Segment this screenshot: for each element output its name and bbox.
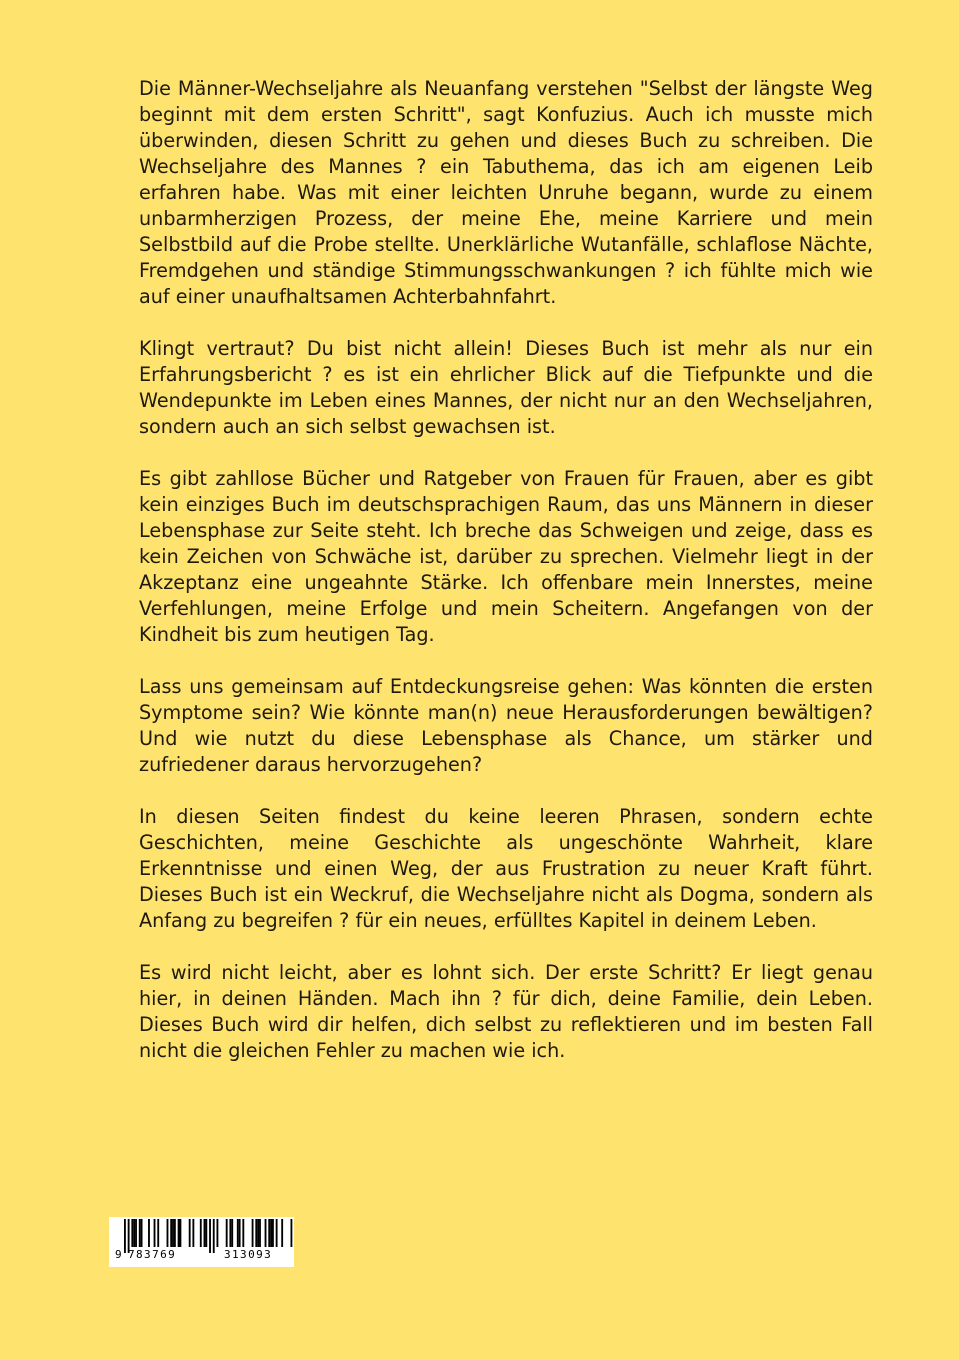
barcode-bar [172,1219,174,1247]
barcode-bar [178,1219,180,1247]
barcode-bar [259,1219,261,1247]
isbn-barcode [109,1217,294,1267]
barcode-bar [148,1219,150,1247]
barcode-bar [226,1219,228,1247]
isbn-digits-left: 783769 [128,1248,177,1261]
barcode-bar [239,1219,241,1247]
barcode-bar [229,1219,231,1247]
barcode-bar [213,1219,215,1253]
blurb-paragraph-6: Es wird nicht leicht, aber es lohnt sich. Der erste Schritt? Er liegt genau hier, in deinen Händen. Mach ihn ? für dich, deine Familie, dein Leben. Dieses Buch wird dir helfen, dich selbst zu reflektieren und im besten Fall nicht die gleichen Fehler zu machen wie ich. [139,961,873,1062]
barcode-bar [200,1219,202,1247]
barcode-bar [133,1219,135,1247]
barcode-bar [135,1219,137,1247]
barcode-bar [205,1219,207,1247]
barcode-bar [209,1219,211,1253]
barcode-bar [291,1219,293,1247]
barcode-bar [174,1219,176,1247]
barcode-bar [180,1219,182,1247]
barcode-bar [189,1219,191,1247]
blurb-paragraph-3: Es gibt zahllose Bücher und Ratgeber von Frauen für Frauen, aber es gibt kein einziges Buch im deutschsprachigen Raum, das uns Männern in dieser Lebensphase zur Seite steht. Ich breche das Schweigen und zeige, dass es kein Zeichen von Schwäche ist, darüber zu sprechen. Vielmehr liegt in der Akzeptanz eine ungeahnte Stärke. Ich offenbare mein Innerstes, meine Verfehlungen, meine Erfolge und mein Scheitern. Angefangen von der Kindheit bis zum heutigen Tag. [139,467,873,646]
isbn-digits-right: 313093 [224,1248,273,1261]
blurb-paragraph-5: In diesen Seiten findest du keine leeren Phrasen, sondern echte Geschichten, meine Geschichte als ungeschönte Wahrheit, klare Erkenntnisse und einen Weg, der aus Frustration zu neuer Kraft führt. Dieses Buch ist ein Weckruf, die Wechseljahre nicht als Dogma, sondern als Anfang zu begreifen ? für ein neues, erfülltes Kapitel in deinem Leben. [139,805,873,932]
barcode-bar [268,1219,270,1247]
barcode-bar [124,1219,126,1253]
barcode-bar [272,1219,274,1247]
barcode-bar [276,1219,278,1247]
isbn-digit-first: 9 [115,1248,124,1261]
barcode-bar [231,1219,233,1247]
barcode-bar [192,1219,194,1247]
blurb-paragraph-4: Lass uns gemeinsam auf Entdeckungsreise gehen: Was könnten die ersten Symptome sein? Wie könnte man(n) neue Herausforderungen bewältigen? Und wie nutzt du diese Lebensphase als Chance, um stärker und zufriedener daraus hervorzugehen? [139,675,873,776]
barcode-bar [257,1219,259,1247]
barcode-bar [255,1219,257,1247]
barcode-bar [217,1219,219,1247]
blurb-text [139,76,873,1090]
barcode-bar [204,1219,206,1247]
barcode-bar [242,1219,244,1247]
barcode-bar [167,1219,169,1247]
barcode-bar [281,1219,283,1247]
barcode-bar [141,1219,143,1247]
blurb-paragraph-1: Die Männer-Wechseljahre als Neuanfang verstehen "Selbst der längste Weg beginnt mit dem ersten Schritt", sagt Konfuzius. Auch ich musste mich überwinden, diesen Schritt zu gehen und dieses Buch zu schreiben. Die Wechseljahre des Mannes ? ein Tabuthema, das ich am eigenen Leib erfahren habe. Was mit einer leichten Unruhe begann, wurde zu einem unbarmherzigen Prozess, der meine Ehe, meine Karriere und mein Selbstbild auf die Probe stellte. Unerklärliche Wutanfälle, schlaflose Nächte, Fremdgehen und ständige Stimmungsschwankungen ? ich fühlte mich wie auf einer unaufhaltsamen Achterbahnfahrt. [139,77,873,308]
barcode-bar [154,1219,156,1247]
barcode-bar [131,1219,133,1247]
barcode-bar [252,1219,254,1247]
barcode-bar [270,1219,272,1247]
barcode-bar [170,1219,172,1247]
barcode-bar [157,1219,159,1247]
blurb-paragraph-2: Klingt vertraut? Du bist nicht allein! Dieses Buch ist mehr als nur ein Erfahrungsbericht ? es ist ein ehrlicher Blick auf die Tiefpunkte und die Wendepunkte im Leben eines Mannes, der nicht nur an den Wechseljahren, sondern auch an sich selbst gewachsen ist. [139,337,873,438]
barcode-bar [139,1219,141,1247]
barcode-bar [265,1219,267,1247]
barcode-bar [237,1219,239,1247]
